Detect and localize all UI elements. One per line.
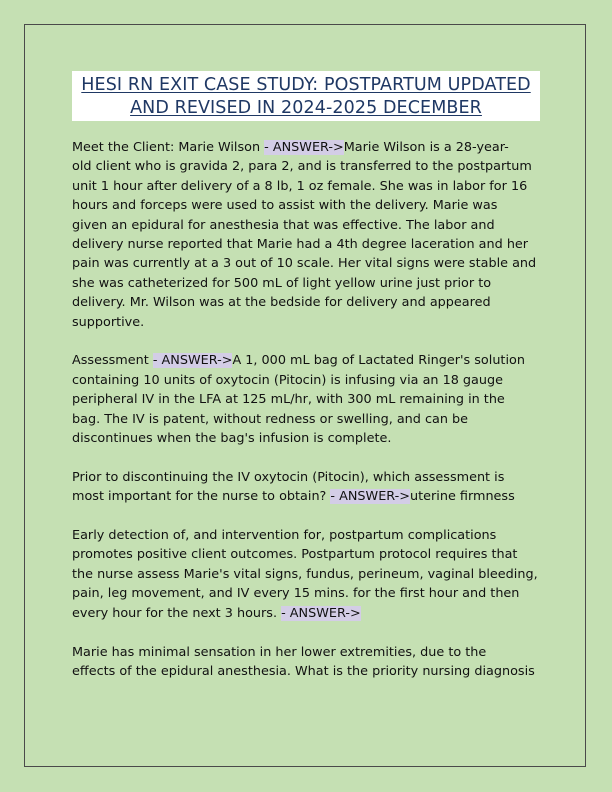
answer-marker: - ANSWER->	[264, 140, 344, 155]
text-line	[72, 487, 542, 506]
paragraph	[72, 468, 542, 507]
paragraph	[72, 351, 542, 448]
answer-marker: - ANSWER->	[330, 489, 411, 505]
answer-text: A 1, 000 mL bag of Lactated Ringer's solution	[232, 353, 525, 369]
paragraph	[72, 138, 542, 332]
answer-text: Marie Wilson is a 28-year-	[343, 140, 509, 155]
text-line: old client who is gravida 2, para 2, and is transferred to the postpartum	[72, 159, 532, 175]
text-line: discontinues when the bag's infusion is complete.	[72, 431, 392, 447]
text-line: bag. The IV is patent, without redness or swelling, and can be	[72, 411, 469, 427]
title-line-2: AND REVISED IN 2024-2025 DECEMBER	[130, 98, 482, 118]
text-line	[72, 138, 542, 157]
text-line: unit 1 hour after delivery of a 8 lb, 1 oz female. She was in labor for 16	[72, 178, 528, 194]
text-line: delivery. Mr. Wilson was at the bedside for delivery and appeared	[72, 295, 491, 311]
text-line: supportive.	[72, 314, 145, 330]
text-segment: Meet the Client: Marie Wilson	[72, 140, 265, 155]
text-line: the nurse assess Marie's vital signs, fundus, perineum, vaginal bleeding,	[72, 566, 538, 582]
text-line: pain, leg movement, and IV every 15 mins. for the first hour and then	[72, 586, 520, 602]
text-line: peripheral IV in the LFA at 125 mL/hr, with 300 mL remaining in the	[72, 392, 505, 408]
text-line: Early detection of, and intervention for, postpartum complications	[72, 528, 497, 544]
document-title	[72, 71, 540, 121]
text-line: delivery nurse reported that Marie had a 4th degree laceration and her	[72, 237, 529, 253]
answer-marker: - ANSWER->	[152, 353, 233, 369]
paragraph	[72, 526, 542, 623]
text-line: Marie has minimal sensation in her lower extremities, due to the	[72, 644, 487, 660]
text-line: she was catheterized for 500 mL of light yellow urine just prior to	[72, 275, 492, 291]
text-line: promotes positive client outcomes. Postpartum protocol requires that	[72, 547, 518, 563]
text-line: given an epidural for anesthesia that was effective. The labor and	[72, 217, 495, 233]
document-body	[72, 138, 542, 701]
answer-text: uterine firmness	[410, 489, 515, 505]
title-line-1: HESI RN EXIT CASE STUDY: POSTPARTUM UPDATED	[81, 75, 531, 95]
text-segment: most important for the nurse to obtain?	[72, 489, 331, 505]
text-segment: Assessment	[72, 353, 153, 369]
text-line: containing 10 units of oxytocin (Pitocin) is infusing via an 18 gauge	[72, 372, 504, 388]
text-line: pain was currently at a 3 out of 10 scale. Her vital signs were stable and	[72, 256, 537, 272]
answer-marker: - ANSWER->	[281, 605, 361, 621]
text-line	[72, 604, 542, 623]
text-segment: every hour for the next 3 hours.	[72, 605, 282, 621]
text-line: hours and forceps were used to assist with the delivery. Marie was	[72, 198, 498, 214]
text-line	[72, 351, 542, 370]
text-line: Prior to discontinuing the IV oxytocin (Pitocin), which assessment is	[72, 469, 505, 485]
paragraph	[72, 643, 542, 682]
text-line: effects of the epidural anesthesia. What is the priority nursing diagnosis	[72, 663, 535, 679]
